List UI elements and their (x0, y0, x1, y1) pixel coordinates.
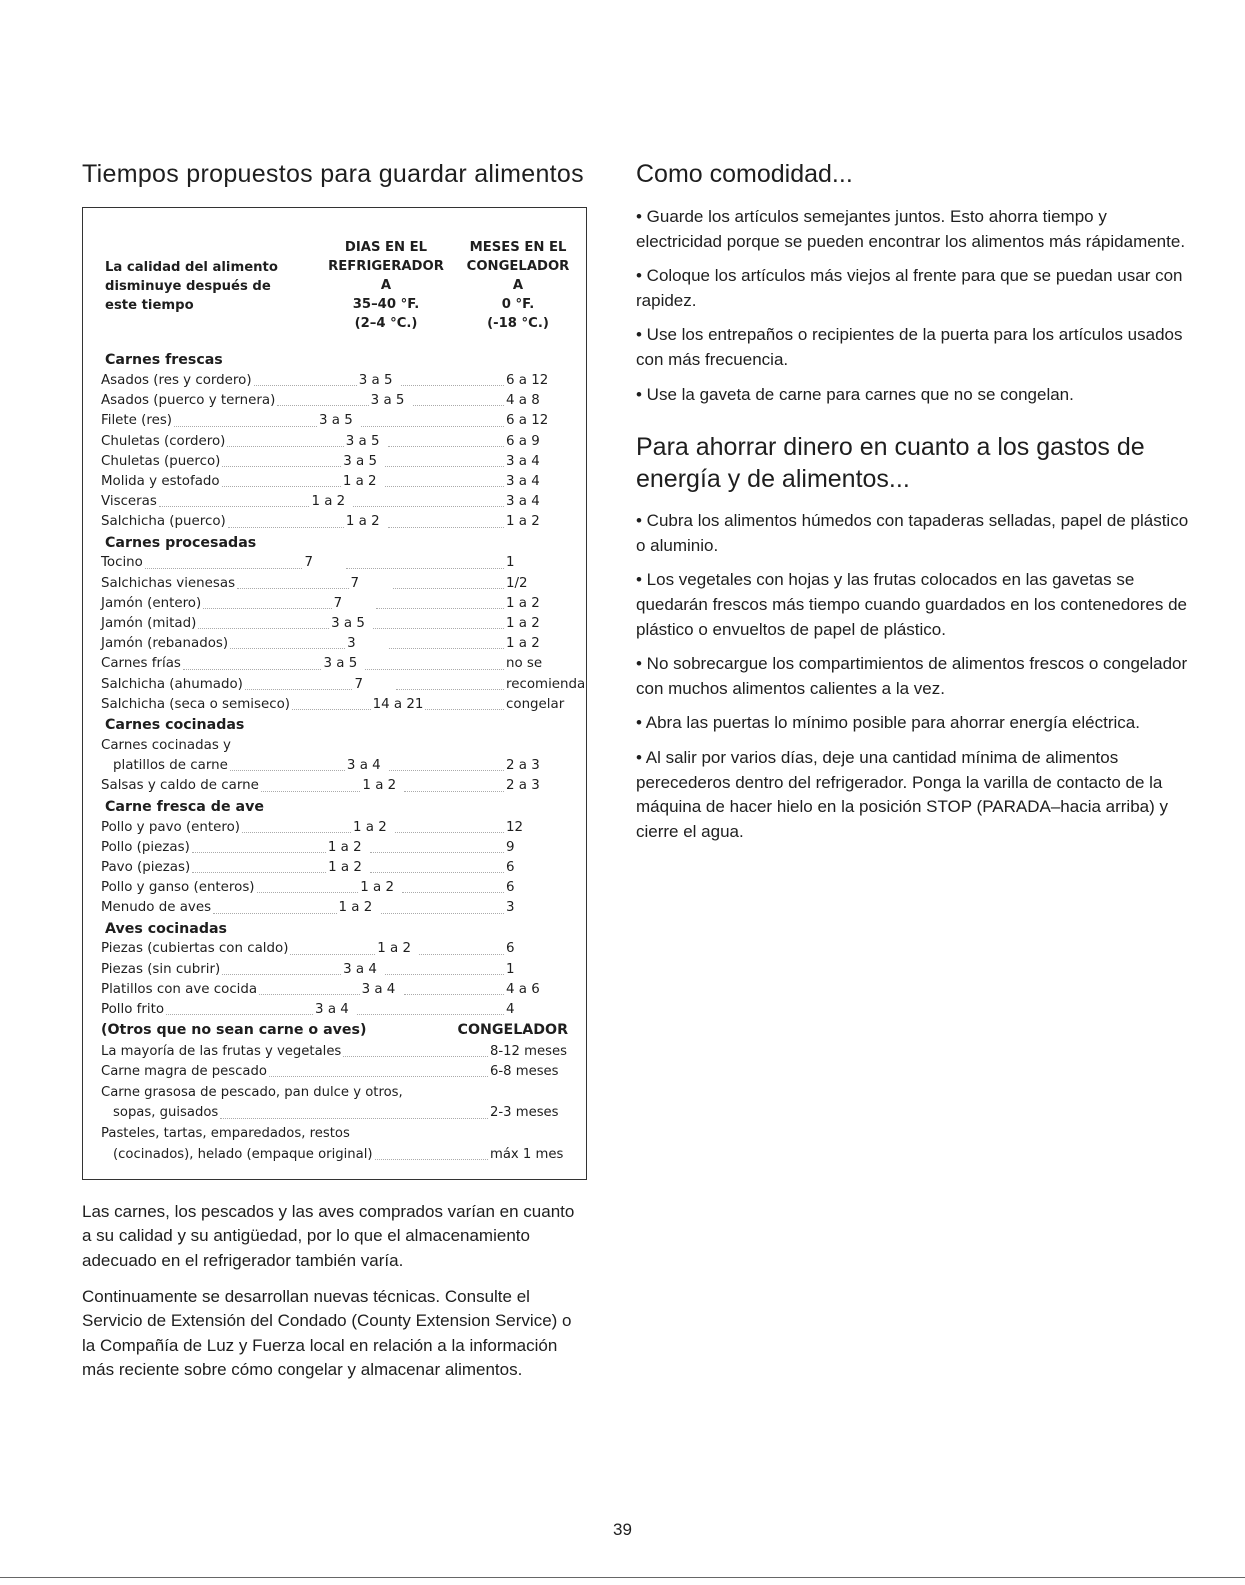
table-row (101, 472, 576, 492)
table-row (101, 554, 576, 574)
fridge-days: 1 a 2 (311, 494, 346, 510)
fridge-days: 1 a 2 (345, 514, 380, 530)
fridge-days: 1 a 2 (328, 859, 362, 875)
freezer-months: 6 (506, 859, 515, 875)
table-row (101, 634, 576, 654)
dot-leader (292, 709, 371, 710)
food-item: Pollo frito (101, 1002, 165, 1018)
dot-leader (402, 892, 504, 893)
food-item: Salchicha (seca o semiseco) (101, 696, 290, 712)
fridge-column-header: DIAS EN EL REFRIGERADOR A 35–40 °F. (2–4 °C.) (328, 240, 444, 331)
table-row (101, 878, 576, 898)
tip-item: • No sobrecargue los compartimientos de alimentos frescos o congelador con muchos alimentos calientes a la vez. (636, 654, 1188, 698)
dot-leader (290, 954, 375, 955)
food-item: Asados (puerco y ternera) (101, 393, 276, 409)
storage-table (82, 207, 587, 1180)
freezer-months: 4 a 6 (506, 981, 540, 997)
dot-leader (222, 974, 341, 975)
fridge-days: 3 a 5 (343, 453, 377, 469)
freezer-months: congelar (506, 696, 565, 712)
dot-leader (357, 1014, 504, 1015)
freezer-months: 1 a 2 (506, 595, 540, 611)
fridge-days: 1 a 2 (353, 819, 387, 835)
tip-item: • Al salir por varios días, deje una cantidad mínima de alimentos perecederos dentro del refrigerador. Ponga la varilla de contacto de la máquina de hacer hielo en la posición STOP (PARADA–hacia arriba) y cierre el agua. (636, 747, 1169, 841)
fridge-days: 7 (333, 595, 343, 611)
freezer-months: 2 a 3 (506, 778, 540, 794)
dot-leader (242, 832, 351, 833)
dot-leader (373, 628, 504, 629)
fridge-days: 3 a 5 (319, 413, 353, 429)
dot-leader (393, 588, 504, 589)
table-row (101, 675, 586, 695)
freezer-months: 1 a 2 (506, 616, 540, 632)
section-heading: Carnes procesadas (105, 534, 257, 551)
dot-leader (361, 426, 504, 427)
tip-item: • Coloque los artículos más viejos al frente para que se puedan usar con rapidez. (636, 266, 1183, 310)
food-item: platillos de carne (113, 758, 228, 774)
fridge-days: 1 a 2 (362, 778, 397, 794)
dot-leader (245, 689, 353, 690)
food-item: Salchicha (ahumado) (101, 676, 243, 692)
table-row (101, 614, 576, 634)
food-item: Platillos con ave cocida (101, 981, 258, 997)
fridge-days: 3 a 5 (370, 393, 405, 409)
dot-leader (159, 506, 310, 507)
dot-leader (343, 1056, 488, 1057)
dot-leader (370, 852, 504, 853)
tip-item: • Cubra los alimentos húmedos con tapaderas selladas, papel de plástico o aluminio. (636, 511, 1189, 555)
freezer-column-header: MESES EN EL CONGELADOR A 0 °F. (-18 °C.) (466, 240, 570, 331)
table-row (101, 960, 576, 980)
section-heading: Carnes frescas (105, 352, 223, 368)
food-item: Pasteles, tartas, emparedados, restos (101, 1126, 350, 1142)
food-item: Jamón (mitad) (101, 616, 197, 632)
table-row (101, 432, 576, 452)
table-row (101, 1062, 576, 1083)
fridge-days: 3 (347, 636, 356, 652)
freezer-time: máx 1 mes (490, 1146, 564, 1162)
table-row (101, 371, 576, 391)
table-row (101, 452, 576, 472)
table-row (101, 940, 576, 960)
table-row (101, 411, 576, 431)
freezer-months: 1 (506, 961, 515, 977)
food-item: Chuletas (cordero) (101, 433, 226, 449)
freezer-months: recomienda (506, 676, 586, 692)
dot-leader (220, 1118, 488, 1119)
savings-heading: Para ahorrar dinero en cuanto a los gastos de energía y de alimentos... (636, 433, 1145, 494)
freezer-months: 6 a 9 (506, 433, 540, 449)
freezer-time: 6-8 meses (490, 1064, 559, 1080)
food-item: Carne grasosa de pescado, pan dulce y otros, (101, 1084, 403, 1100)
food-item: Salchicha (puerco) (101, 514, 226, 530)
dot-leader (192, 852, 326, 853)
savings-tips (636, 509, 1196, 844)
table-row (101, 838, 576, 858)
table-row (101, 391, 576, 411)
food-item: Salsas y caldo de carne (101, 778, 259, 794)
fridge-days: 14 a 21 (372, 696, 424, 712)
tip-item: • Los vegetales con hojas y las frutas colocados en las gavetas se quedarán frescos más tiempo cuando guardados en los contenedores de plástico o envueltos de papel de plástico. (636, 570, 1187, 639)
dot-leader (230, 770, 345, 771)
dot-leader (389, 648, 504, 649)
table-row (101, 1082, 576, 1103)
food-item: Pollo y ganso (enteros) (101, 880, 255, 896)
freezer-months: 9 (506, 839, 515, 855)
dot-leader (385, 486, 504, 487)
dot-leader (261, 791, 361, 792)
freezer-months: 3 (506, 900, 515, 916)
tip-item: • Use los entrepaños o recipientes de la puerta para los artículos usados con más frecuencia. (636, 325, 1183, 369)
table-row (101, 980, 576, 1000)
other-foods-rows (97, 1041, 576, 1165)
freezer-months: 6 a 12 (506, 372, 549, 388)
section-heading: Aves cocinadas (105, 920, 228, 937)
fridge-days: 3 a 5 (345, 433, 380, 449)
food-item: Carnes cocinadas y (101, 738, 231, 753)
freezer-months: 1 a 2 (506, 514, 540, 530)
table-row (101, 1144, 576, 1165)
food-item: Pavo (piezas) (101, 859, 191, 875)
table-row (101, 818, 576, 838)
food-item: Menudo de aves (101, 900, 212, 916)
table-row (101, 1103, 576, 1124)
dot-leader (385, 466, 504, 467)
freezer-months: 1 a 2 (506, 636, 540, 652)
freezer-months: 6 (506, 941, 515, 957)
freezer-months: 4 a 8 (506, 393, 540, 409)
table-row (101, 1124, 576, 1145)
freezer-time: 8-12 meses (490, 1043, 567, 1059)
dot-leader (254, 385, 357, 386)
dot-leader (404, 791, 504, 792)
left-column (82, 160, 587, 1383)
food-item: Visceras (101, 494, 157, 510)
section-heading: Carne fresca de ave (105, 798, 264, 815)
food-item: Tocino (101, 555, 143, 571)
fridge-days: 3 a 5 (358, 372, 393, 388)
food-item: Salchichas vienesas (101, 575, 236, 591)
freezer-time: 2-3 meses (490, 1105, 559, 1121)
dot-leader (388, 527, 504, 528)
food-item: Molida y estofado (101, 473, 220, 489)
food-item: Chuletas (puerco) (101, 453, 221, 469)
freezer-months: 3 a 4 (506, 453, 540, 469)
food-item: sopas, guisados (113, 1105, 219, 1121)
bottom-rule (0, 1577, 1245, 1578)
food-item: Pollo y pavo (entero) (101, 819, 241, 835)
dot-leader (346, 568, 504, 569)
dot-leader (230, 648, 345, 649)
convenience-tips (636, 205, 1196, 407)
quality-label: La calidad del alimento disminuye después de este tiempo (105, 260, 278, 313)
table-header (97, 238, 576, 350)
dot-leader (404, 994, 504, 995)
dot-leader (183, 669, 322, 670)
tip-item: • Abra las puertas lo mínimo posible para ahorrar energía eléctrica. (636, 713, 1140, 733)
dot-leader (388, 446, 504, 447)
freezer-months: 6 a 12 (506, 413, 549, 429)
dot-leader (213, 913, 336, 914)
food-item: La mayoría de las frutas y vegetales (101, 1043, 342, 1059)
table-row (101, 898, 576, 918)
fridge-days: 3 a 4 (361, 981, 396, 997)
food-item: (cocinados), helado (empaque original) (113, 1146, 373, 1162)
dot-leader (413, 405, 504, 406)
freezer-months: 1 (506, 555, 515, 571)
freezer-months: 4 (506, 1002, 515, 1018)
food-item: Carne magra de pescado (101, 1064, 267, 1080)
table-row (101, 512, 576, 532)
table-row (101, 1000, 576, 1020)
table-row (101, 594, 576, 614)
food-item: Pollo (piezas) (101, 839, 190, 855)
dot-leader (385, 974, 504, 975)
food-item: Asados (res y cordero) (101, 372, 252, 388)
storage-times-title: Tiempos propuestos para guardar alimentos (82, 160, 584, 188)
convenience-heading: Como comodidad... (636, 160, 853, 188)
table-row (101, 492, 576, 512)
freezer-months: 3 a 4 (506, 494, 540, 510)
dot-leader (222, 486, 341, 487)
freezer-months: 1/2 (506, 575, 528, 591)
dot-leader (257, 892, 359, 893)
dot-leader (237, 588, 348, 589)
food-item: Filete (res) (101, 413, 173, 429)
table-sections (97, 350, 586, 1020)
right-column (636, 160, 1196, 854)
dot-leader (192, 872, 326, 873)
extension-service-note: Continuamente se desarrollan nuevas técnicas. Consulte el Servicio de Extensión del Condado (County Extension Service) o la Compañía de Luz y Fuerza local en relación a la información más reciente sobre cómo congelar y almacenar alimentos. (82, 1287, 572, 1380)
fridge-days: 7 (350, 575, 360, 591)
table-row (101, 776, 576, 796)
table-row (101, 736, 576, 756)
fridge-days: 1 a 2 (360, 880, 395, 896)
tip-item: • Guarde los artículos semejantes juntos. Esto ahorra tiempo y electricidad porque se pueden encontrar los alimentos más rápidamente. (636, 207, 1186, 251)
tip-item: • Use la gaveta de carne para carnes que no se congelan. (636, 384, 1074, 404)
table-row (101, 695, 576, 715)
fridge-days: 7 (304, 555, 313, 571)
dot-leader (396, 689, 504, 690)
fridge-days: 1 a 2 (338, 900, 373, 916)
fridge-days: 3 a 4 (343, 961, 377, 977)
fridge-days: 1 a 2 (377, 941, 411, 957)
fridge-days: 3 a 5 (331, 616, 365, 632)
table-row (101, 858, 576, 878)
table-row (101, 654, 576, 674)
fridge-days: 1 a 2 (327, 839, 362, 855)
dot-leader (198, 628, 329, 629)
food-item: Jamón (rebanados) (101, 636, 229, 652)
dot-leader (259, 994, 359, 995)
dot-leader (222, 466, 341, 467)
dot-leader (277, 405, 368, 406)
dot-leader (375, 1159, 488, 1160)
dot-leader (365, 669, 504, 670)
dot-leader (166, 1014, 313, 1015)
freezer-months: no se (506, 656, 543, 672)
food-item: Jamón (entero) (101, 595, 202, 611)
dot-leader (425, 709, 504, 710)
freezer-months: 2 a 3 (506, 758, 540, 774)
quality-note: Las carnes, los pescados y las aves comprados varían en cuanto a su calidad y su antigüedad, por lo que el almacenamiento adecuado en el refrigerador también varía. (82, 1201, 575, 1270)
table-row (101, 574, 576, 594)
page-number: 39 (613, 1520, 632, 1539)
dot-leader (370, 872, 504, 873)
dot-leader (174, 426, 317, 427)
food-item: Carnes frías (101, 656, 181, 672)
other-foods-header: (Otros que no sean carne o aves) CONGELADOR (101, 1022, 568, 1039)
dot-leader (389, 770, 504, 771)
fridge-days: 7 (354, 676, 363, 692)
section-heading: Carnes cocinadas (105, 717, 245, 733)
dot-leader (353, 506, 504, 507)
dot-leader (381, 913, 504, 914)
freezer-months: 12 (506, 819, 524, 835)
freezer-months: 6 (506, 880, 515, 896)
dot-leader (376, 608, 504, 609)
fridge-days: 1 a 2 (342, 473, 377, 489)
fridge-days: 3 a 4 (315, 1002, 349, 1018)
freezer-months: 3 a 4 (506, 473, 540, 489)
food-item: Piezas (cubiertas con caldo) (101, 941, 289, 957)
food-item: Piezas (sin cubrir) (101, 961, 221, 977)
table-row (101, 1041, 576, 1062)
table-row (101, 756, 576, 776)
dot-leader (395, 832, 504, 833)
dot-leader (419, 954, 504, 955)
dot-leader (145, 568, 303, 569)
dot-leader (228, 527, 344, 528)
dot-leader (269, 1076, 488, 1077)
dot-leader (203, 608, 331, 609)
dot-leader (401, 385, 504, 386)
fridge-days: 3 a 4 (346, 758, 381, 774)
dot-leader (227, 446, 343, 447)
fridge-days: 3 a 5 (323, 656, 358, 672)
